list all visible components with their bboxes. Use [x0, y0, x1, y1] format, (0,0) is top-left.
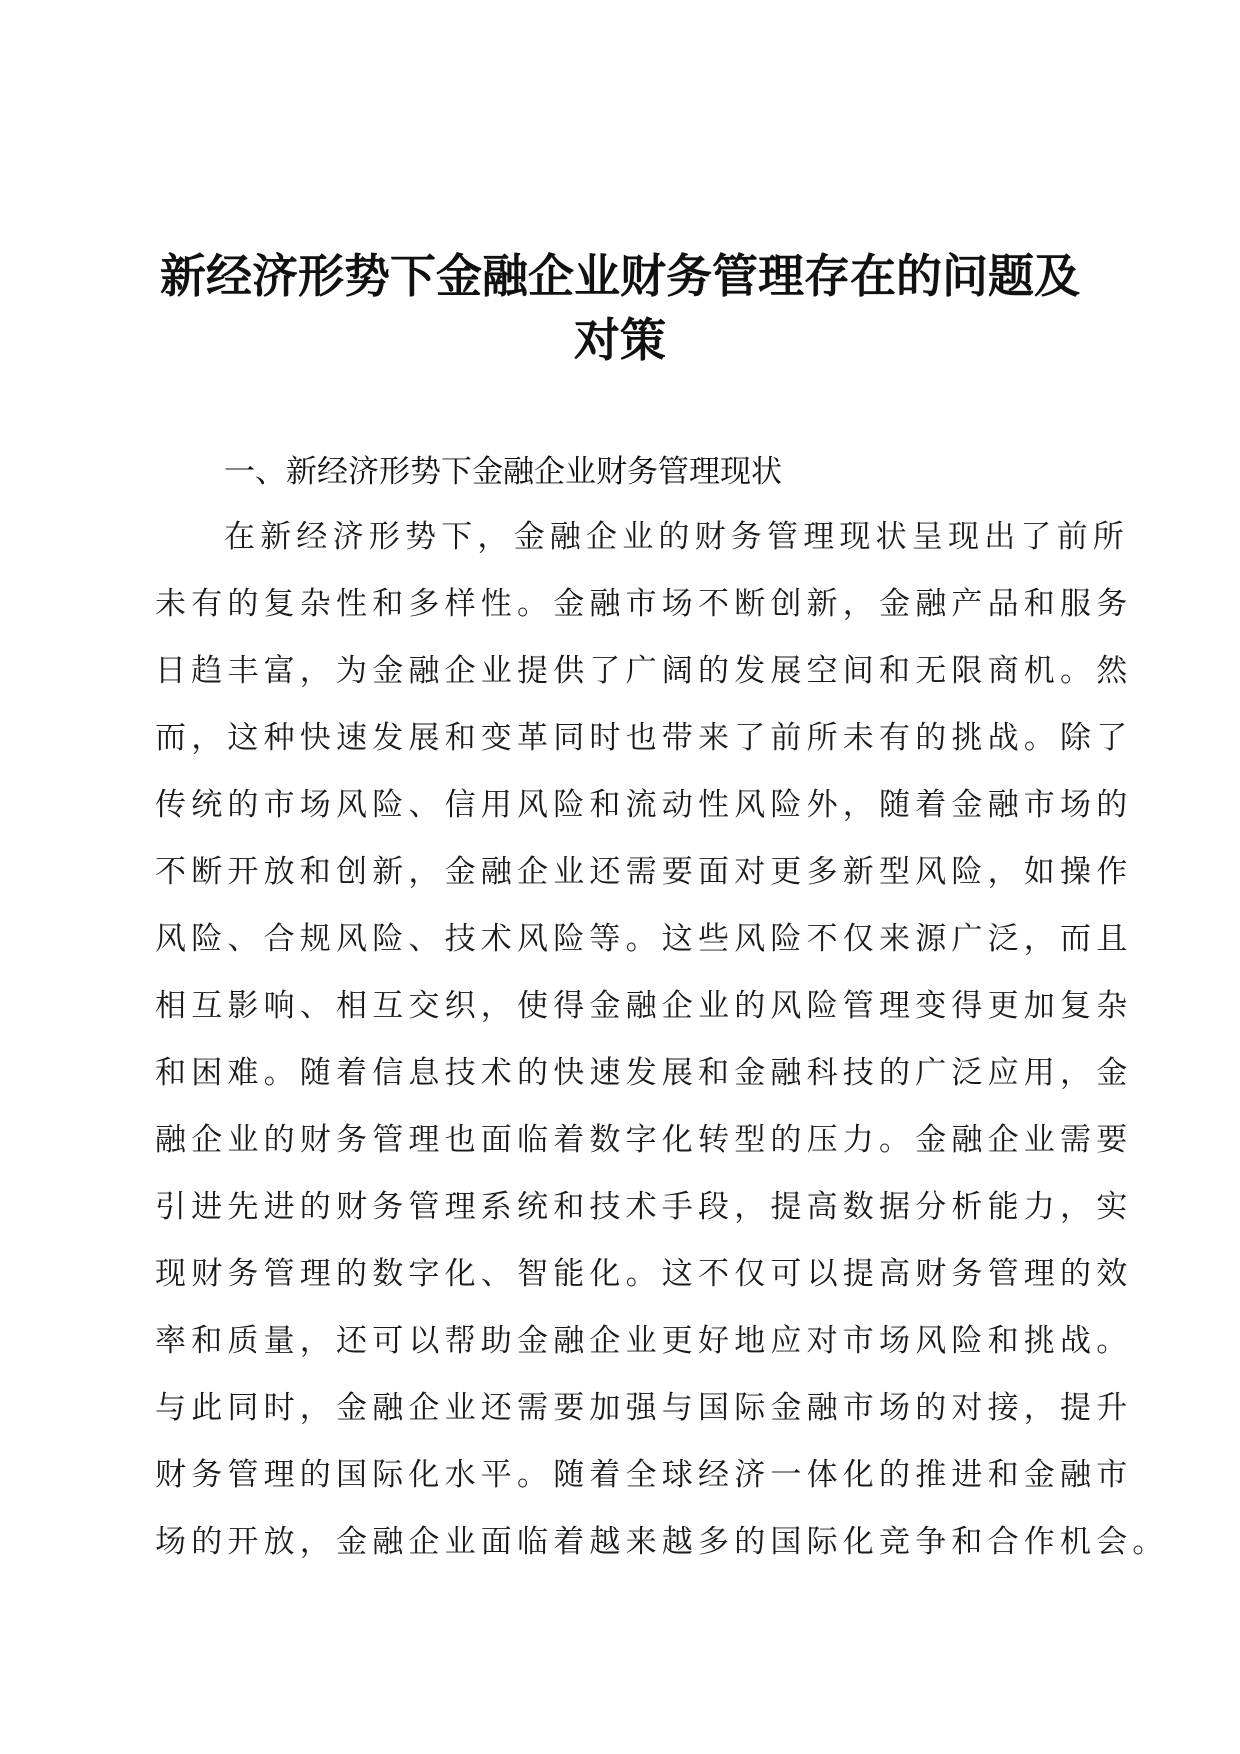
paragraph-line: 率和质量，还可以帮助金融企业更好地应对市场风险和挑战。 — [155, 1323, 1133, 1359]
paragraph-line: 不断开放和创新，金融企业还需要面对更多新型风险，如操作 — [155, 854, 1133, 890]
paragraph-line: 场的开放，金融企业面临着越来越多的国际化竞争和合作机会。 — [155, 1524, 1169, 1560]
paragraph-line: 日趋丰富，为金融企业提供了广阔的发展空间和无限商机。然 — [155, 653, 1133, 689]
paragraph-line: 风险、合规风险、技术风险等。这些风险不仅来源广泛，而且 — [155, 921, 1133, 957]
paragraph-line: 现财务管理的数字化、智能化。这不仅可以提高财务管理的效 — [155, 1256, 1133, 1292]
paragraph-line: 和困难。随着信息技术的快速发展和金融科技的广泛应用，金 — [155, 1055, 1133, 1091]
document-title — [150, 244, 1090, 372]
paragraph-line: 财务管理的国际化水平。随着全球经济一体化的推进和金融市 — [155, 1457, 1133, 1493]
body-paragraph — [155, 512, 1169, 1584]
paragraph-line: 而，这种快速发展和变革同时也带来了前所未有的挑战。除了 — [155, 720, 1133, 756]
paragraph-line: 相互影响、相互交织，使得金融企业的风险管理变得更加复杂 — [155, 988, 1133, 1024]
title-line: 对策 — [574, 313, 666, 367]
section-heading: 一、新经济形势下金融企业财务管理现状 — [224, 454, 782, 490]
paragraph-line: 融企业的财务管理也面临着数字化转型的压力。金融企业需要 — [155, 1122, 1133, 1158]
paragraph-line: 在新经济形势下，金融企业的财务管理现状呈现出了前所 — [224, 519, 1129, 555]
paragraph-line: 引进先进的财务管理系统和技术手段，提高数据分析能力，实 — [155, 1189, 1133, 1225]
title-line: 新经济形势下金融企业财务管理存在的问题及 — [160, 249, 1080, 303]
paragraph-line: 未有的复杂性和多样性。金融市场不断创新，金融产品和服务 — [155, 586, 1133, 622]
paragraph-line: 传统的市场风险、信用风险和流动性风险外，随着金融市场的 — [155, 787, 1133, 823]
paragraph-line: 与此同时，金融企业还需要加强与国际金融市场的对接，提升 — [155, 1390, 1133, 1426]
